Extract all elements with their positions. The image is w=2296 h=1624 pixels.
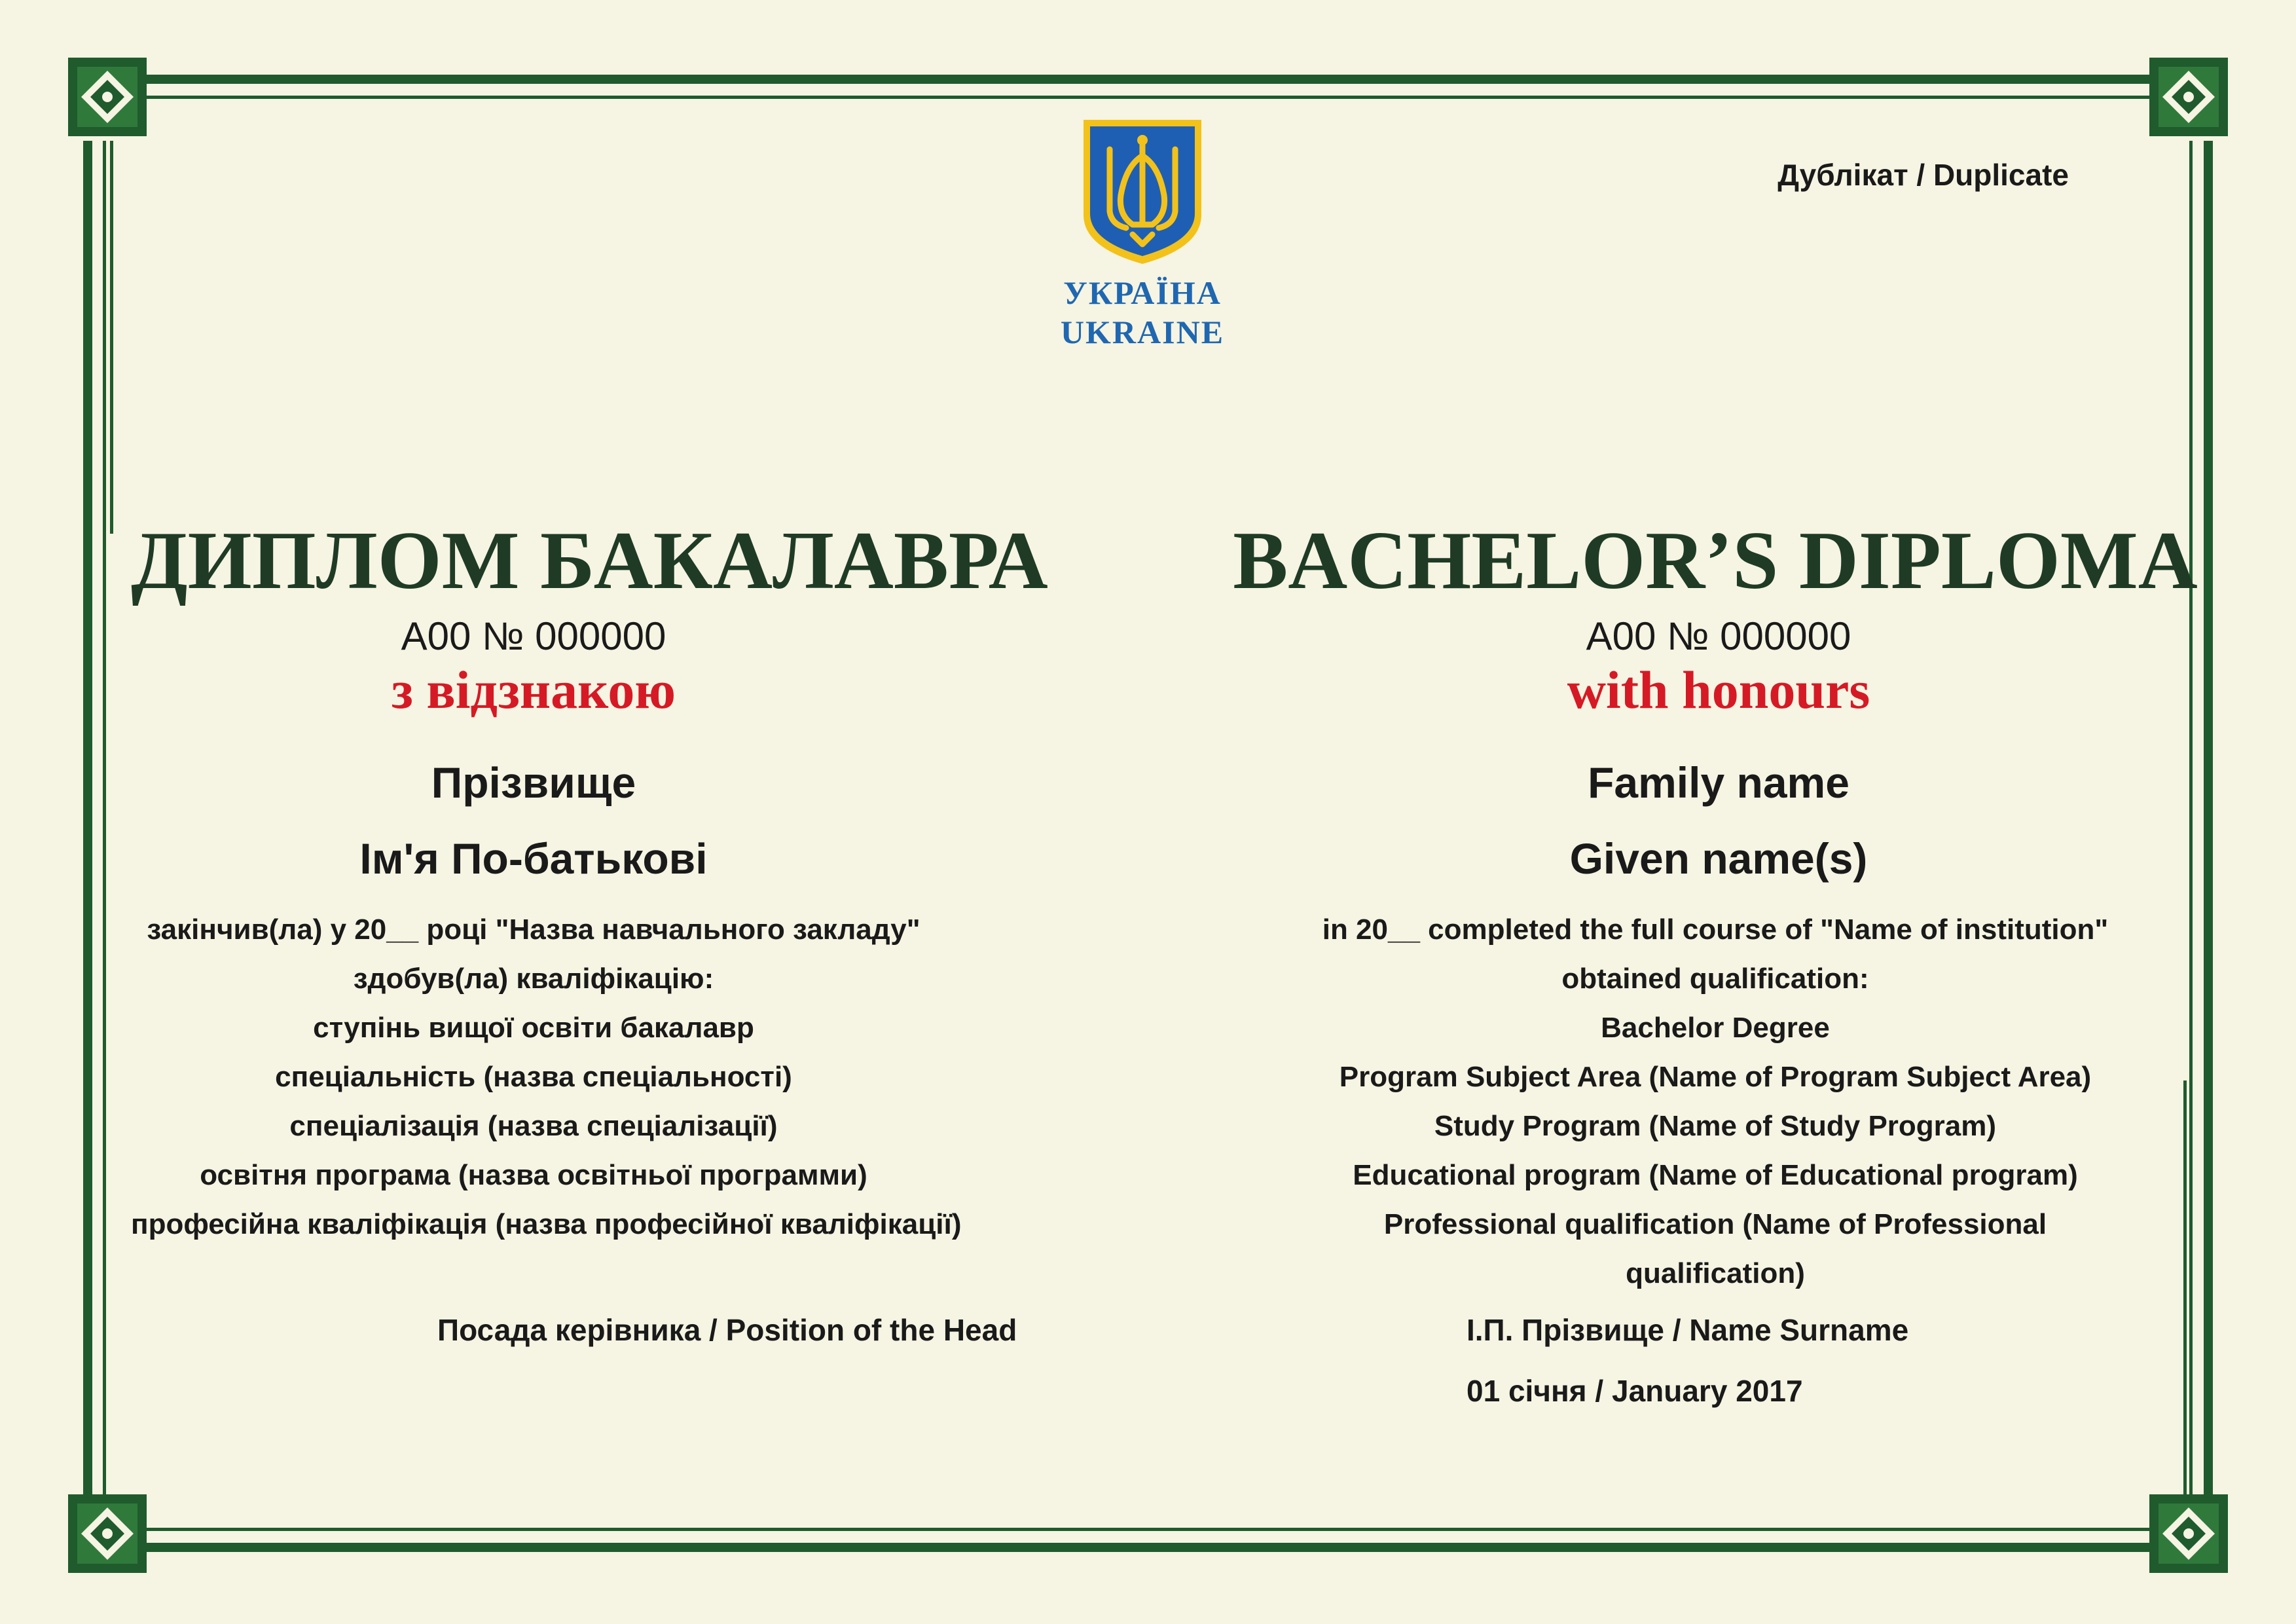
text-line: спеціалізація (назва спеціалізації): [289, 1110, 778, 1142]
given-name-uk: Ім'я По-батькові: [359, 834, 708, 883]
country-name-uk: УКРАЇНА: [1063, 274, 1222, 311]
corner-ornament-bottom-left: [68, 1494, 147, 1573]
head-position-label: Посада керівника / Position of the Head: [437, 1313, 1017, 1347]
text-line: закінчив(ла) у 20__ році "Назва навчального закладу": [147, 913, 920, 946]
head-name-label: І.П. Прізвище / Name Surname: [1467, 1313, 1909, 1347]
text-line: професійна кваліфікація (назва професійної кваліфікації): [131, 1208, 962, 1240]
corner-ornament-top-left: [68, 58, 147, 136]
diploma-number-uk: А00 № 000000: [401, 614, 666, 658]
country-name-en: UKRAINE: [1060, 314, 1225, 350]
duplicate-label: Дублікат / Duplicate: [1777, 158, 2069, 192]
corner-ornament-top-right: [2149, 58, 2228, 136]
text-line: Program Subject Area (Name of Program Subject Area): [1339, 1061, 2092, 1093]
diploma-title-en: BACHELOR’S DIPLOMA: [1233, 515, 2198, 606]
diploma-title-uk: ДИПЛОМ БАКАЛАВРА: [131, 515, 1048, 606]
text-line: Educational program (Name of Educational program): [1353, 1159, 2078, 1191]
honours-label-uk: з відзнакою: [391, 660, 676, 720]
text-line: здобув(ла) кваліфікацію:: [353, 963, 714, 995]
text-line: спеціальність (назва спеціальності): [275, 1061, 792, 1093]
text-line: obtained qualification:: [1561, 963, 1869, 995]
text-line: qualification): [1626, 1257, 1805, 1289]
diploma-number-en: А00 № 000000: [1586, 614, 1851, 658]
qualification-block-uk: [131, 905, 962, 1249]
surname-uk: Прізвище: [431, 758, 636, 807]
family-name-en: Family name: [1588, 758, 1850, 807]
text-line: Professional qualification (Name of Professional: [1383, 1208, 2047, 1240]
qualification-block-en: [1277, 905, 2154, 1298]
text-line: Study Program (Name of Study Program): [1434, 1110, 1997, 1142]
corner-ornament-bottom-right: [2149, 1494, 2228, 1573]
given-names-en: Given name(s): [1569, 834, 1868, 883]
text-line: in 20__ completed the full course of "Name of institution": [1322, 913, 2109, 946]
text-line: Bachelor Degree: [1601, 1012, 1830, 1044]
honours-label-en: with honours: [1567, 660, 1870, 720]
coat-of-arms-icon: [1080, 117, 1205, 267]
text-line: ступінь вищої освіти бакалавр: [313, 1012, 754, 1044]
issue-date: 01 січня / January 2017: [1467, 1374, 1803, 1408]
text-line: освітня програма (назва освітньої программи): [200, 1159, 867, 1191]
